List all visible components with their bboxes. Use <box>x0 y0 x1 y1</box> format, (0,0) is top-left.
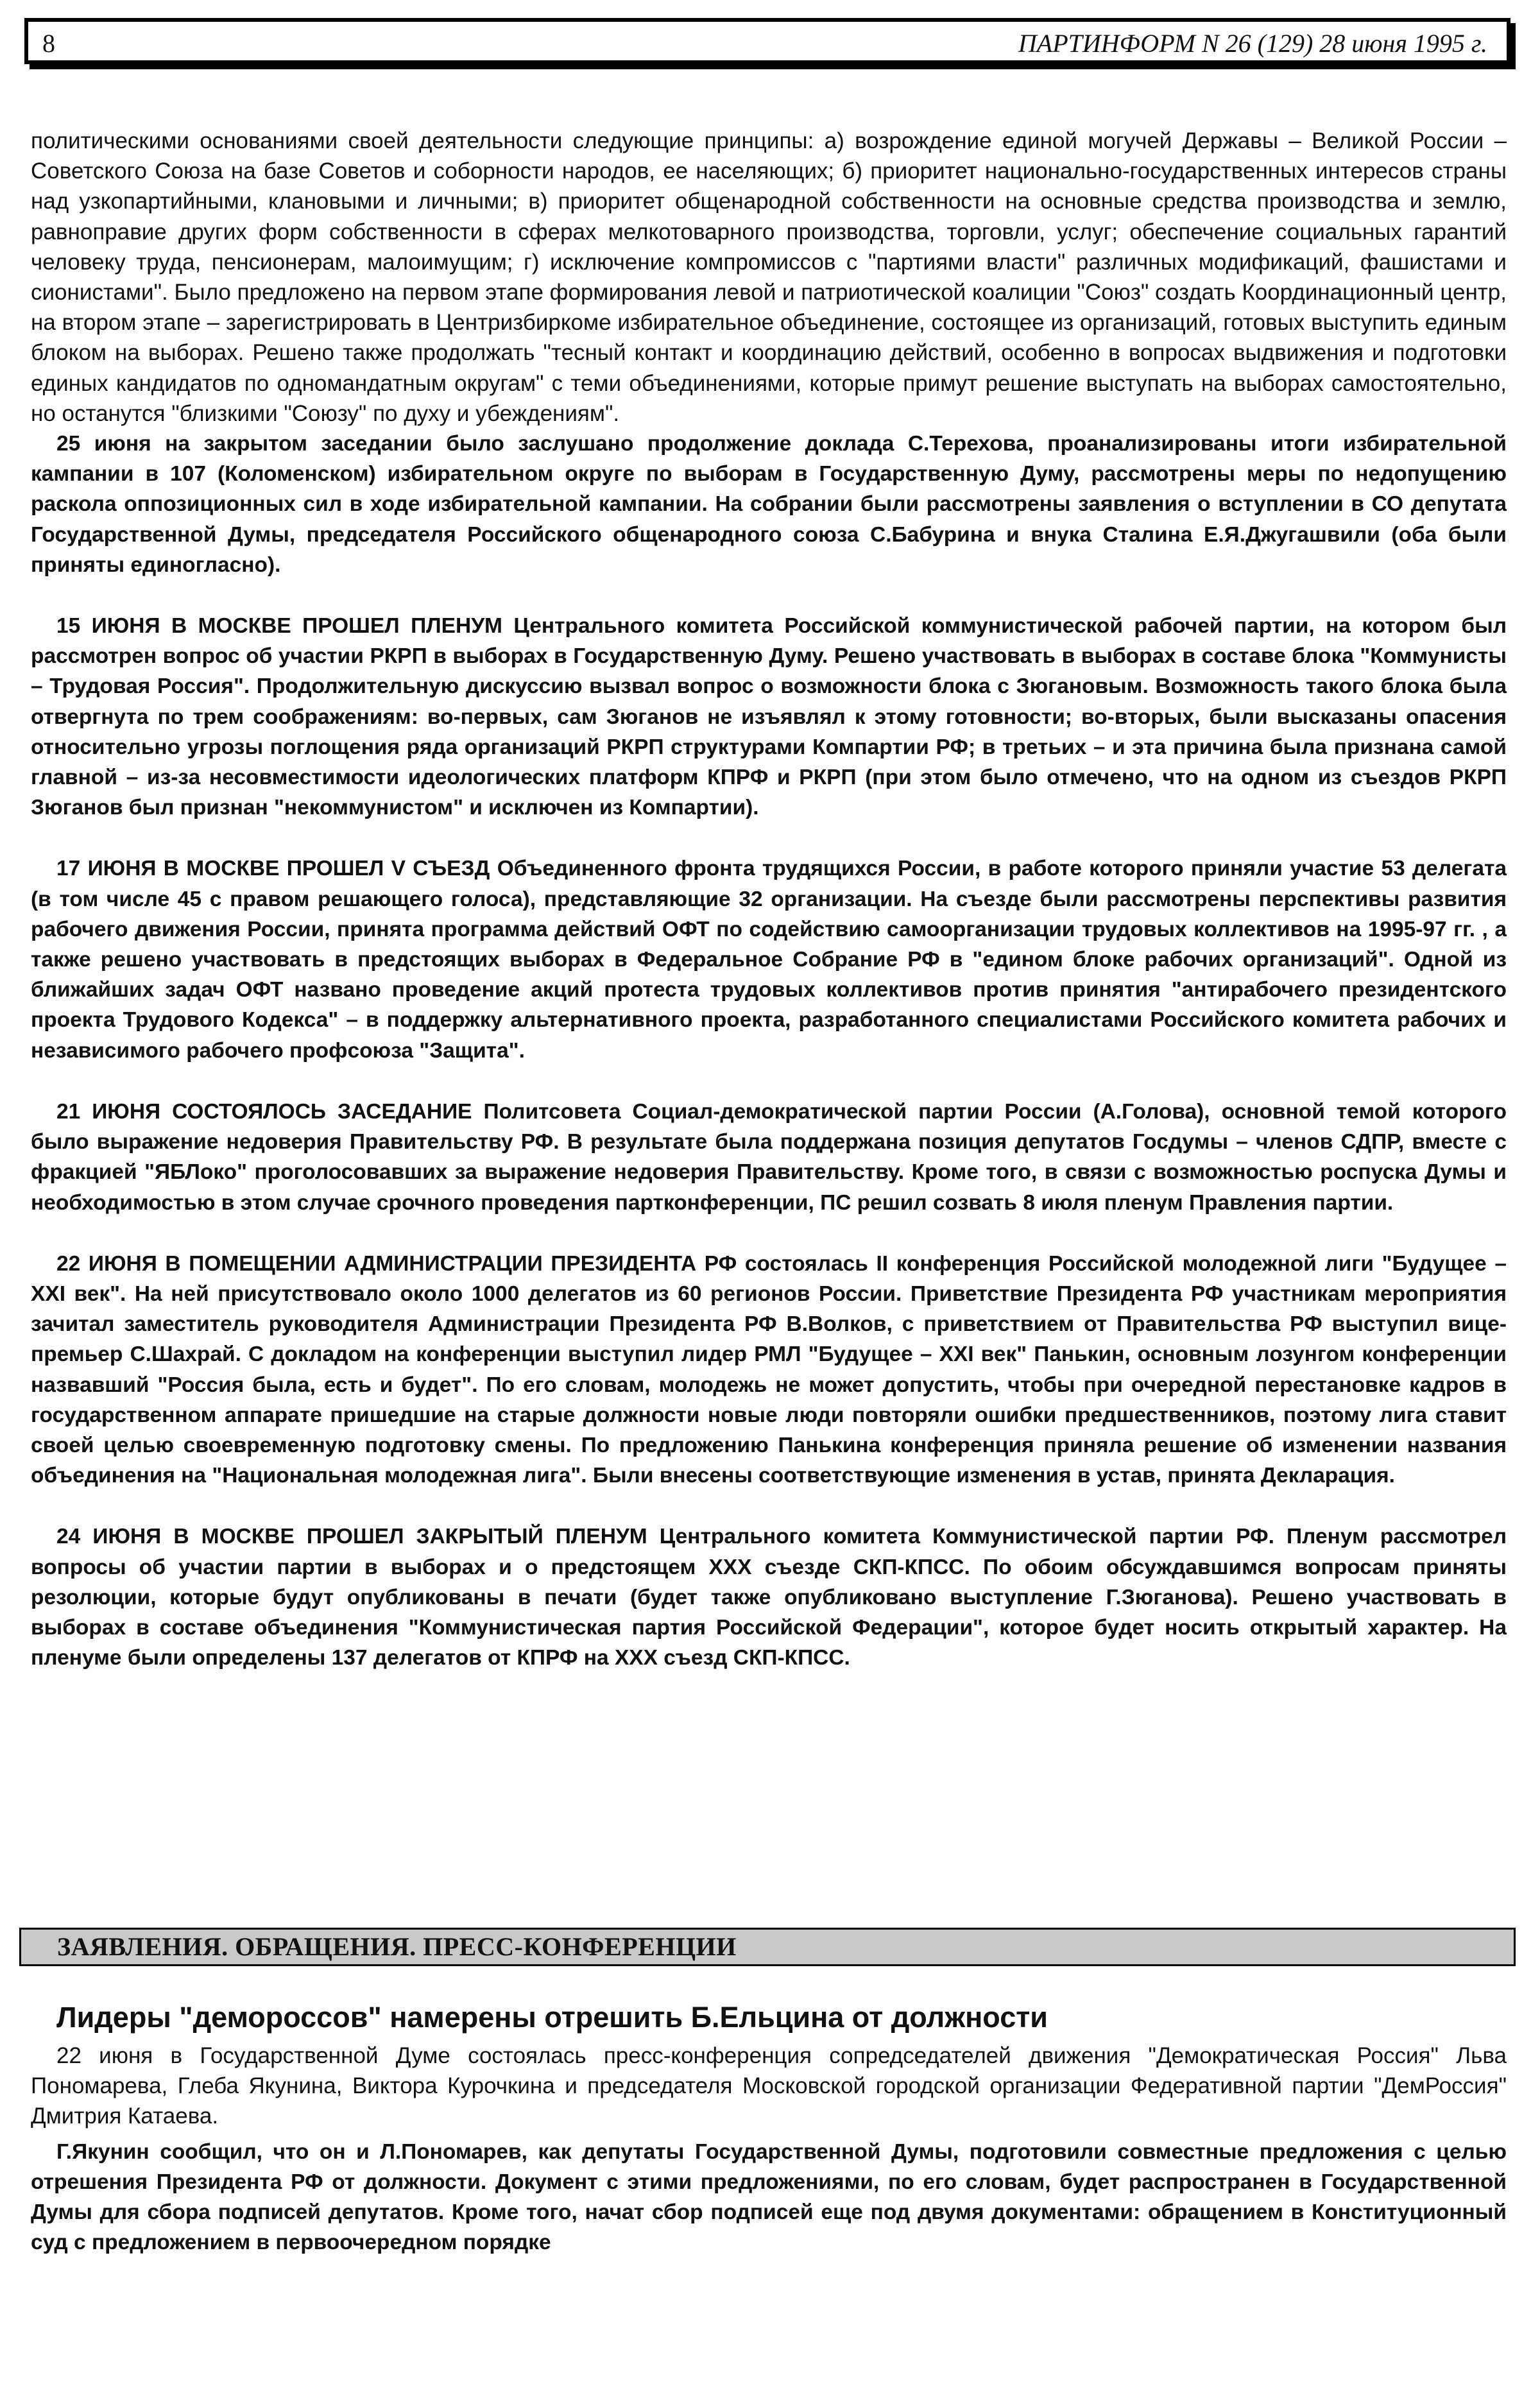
paragraph-june-25: 25 июня на закрытом заседании было заслушано продолжение доклада С.Терехова, проанализированы итоги избирательной кампании в 107 (Коломенском) избирательном округе по выборам в Государственную Думу, рассмотрены меры по недопущению раскола оппозиционных сил в ходе избирательной кампании. На собрании были рассмотрены заявления о вступлении в СО депутата Государственной Думы, председателя Российского общенародного союза С.Бабурина и внука Сталина Е.Я.Джугашвили (оба были приняты единогласно). <box>31 432 1507 577</box>
news-item-text: Политсовета Социал-демократической партии России (А.Голова), основной темой которого было выражение недоверия Правительству РФ. В результате была поддержана позиция депутатов Госдумы – членов СДПР, вместе с фракцией "ЯБЛоко" проголосовавших за выражение недоверия Правительству. Кроме того, в связи с возможностью роспуска Думы и необходимостью в этом случае срочного проведения партконференции, ПС решил созвать 8 июля пленум Правления партии. <box>31 1099 1507 1215</box>
news-item-lead: 17 ИЮНЯ В МОСКВЕ ПРОШЕЛ V СЪЕЗД <box>56 857 490 881</box>
news-item-june-17 <box>31 853 1507 1065</box>
spacer <box>31 1066 1507 1097</box>
news-item-june-24 <box>31 1521 1507 1673</box>
news-item-text: Центрального комитета Российской коммунистической рабочей партии, на котором был рассмотрен вопрос об участии РКРП в выборах в Государственную Думу. Решено участвовать в выборах в составе блока "Коммунисты – Трудовая Россия". Продолжительную дискуссию вызвал вопрос о возможности блока с Зюгановым. Возможность такого блока была отвергнута по трем соображениям: во-первых, сам Зюганов не изъявлял к этому готовности; во-вторых, были высказаны опасения относительно угрозы поглощения ряда организаций РКРП структурами Компартии РФ; в третьих – и эта причина была признана самой главной – из-за несовместимости идеологических платформ КПРФ и РКРП (при этом было отмечено, что на одном из съездов РКРП Зюганов был признан "некоммунистом" и исключен из Компартии). <box>31 614 1507 820</box>
news-item-text: состоялась II конференция Российской молодежной лиги "Будущее – XXI век". На ней присутствовало около 1000 делегатов из 60 регионов России. Приветствие Президента РФ участникам мероприятия зачитал заместитель руководителя Администрации Президента РФ В.Волков, с приветствием от Правительства РФ выступил вице-премьер С.Шахрай. С докладом на конференции выступил лидер РМЛ "Будущее – XXI век" Панькин, основным лозунгом конференции назвавший "Россия была, есть и будет". По его словам, молодежь не может допустить, чтобы при очередной перестановке кадров в государственном аппарате пришедшие на старые должности новые люди повторяли ошибки предшественников, поэтому лига ставит своей целью своевременную подготовку смены. По предложению Панькина конференция приняла решение об изменении названия объединения на "Национальная молодежная лига". Были внесены соответствующие изменения в устав, принята Декларация. <box>31 1251 1507 1488</box>
article-body: Г.Якунин сообщил, что он и Л.Пономарев, как депутаты Государственной Думы, подготовили совместные предложения с целью отрешения Президента РФ от должности. Документ с этими предложениями, по его словам, будет распространен в Государственной Думы для сбора подписей депутатов. Кроме того, начат сбор подписей еще под двумя документами: обращением в Конституционный суд с предложением в первоочередном порядке <box>31 2139 1507 2255</box>
news-item-text: Объединенного фронта трудящихся России, в работе которого приняли участие 53 делегата (в том числе 45 с правом решающего голоса), представляющие 32 организации. На съезде были рассмотрены перспективы развития рабочего движения России, принята программа действий ОФТ по содействию самоорганизации трудовых коллективов на 1995-97 гг. , а также решено участвовать в предстоящих выборах в Федеральное Собрание РФ в "едином блоке рабочих организаций". Одной из ближайших задач ОФТ названо проведение акций протеста трудовых коллективов против принятия "антирабочего президентского проекта Трудового Кодекса" – в поддержку альтернативного проекта, разработанного специалистами Российского комитета рабочих и независимого рабочего профсоюза "Защита". <box>31 857 1507 1063</box>
section-heading: ЗАЯВЛЕНИЯ. ОБРАЩЕНИЯ. ПРЕСС-КОНФЕРЕНЦИИ <box>19 1928 1516 1966</box>
news-item-text: Центрального комитета Коммунистической партии РФ. Пленум рассмотрел вопросы об участии партии в выборах и о предстоящем XXX съезде СКП-КПСС. По обоим обсуждавшимся вопросам приняты резолюции, которые будут опубликованы в печати (будет также опубликовано выступление Г.Зюганова). Решено участвовать в выборах в составе объединения "Коммунистическая партия Российской Федерации", которое будет носить открытый характер. На пленуме были определены 137 делегатов от КПРФ на XXX съезд СКП-КПСС. <box>31 1525 1507 1670</box>
news-item-lead: 15 ИЮНЯ В МОСКВЕ ПРОШЕЛ ПЛЕНУМ <box>56 614 502 638</box>
news-column <box>31 126 1507 1673</box>
article <box>31 1998 1507 2258</box>
news-item-lead: 21 ИЮНЯ СОСТОЯЛОСЬ ЗАСЕДАНИЕ <box>56 1099 472 1124</box>
news-item-june-15 <box>31 611 1507 823</box>
publication-title: ПАРТИНФОРМ N 26 (129) 28 июня 1995 г. <box>1018 29 1487 58</box>
news-item-lead: 22 ИЮНЯ В ПОМЕЩЕНИИ АДМИНИСТРАЦИИ ПРЕЗИДЕНТА РФ <box>56 1251 737 1276</box>
spacer <box>31 823 1507 853</box>
article-title: Лидеры "демороссов" намерены отрешить Б.Ельцина от должности <box>56 2001 1048 2034</box>
news-item-lead: 24 ИЮНЯ В МОСКВЕ ПРОШЕЛ ЗАКРЫТЫЙ ПЛЕНУМ <box>56 1525 647 1549</box>
page-header <box>24 18 1510 64</box>
paragraph-continued: политическими основаниями своей деятельности следующие принципы: а) возрождение единой могучей Державы – Великой России – Советского Союза на базе Советов и соборности народов, ее населяющих; б) приоритет национально-государственных интересов страны над узкопартийными, клановыми и личными; в) приоритет общенародной собственности на основные средства производства и землю, равноправие других форм собственности в сферах мелкотоварного производства, торговли, услуг; обеспечение социальных гарантий человеку труда, пенсионерам, малоимущим; г) исключение компромиссов с "партиями власти" различных модификаций, фашистами и сионистами". Было предложено на первом этапе формирования левой и патриотической коалиции "Союз" создать Координационный центр, на втором этапе – зарегистрировать в Центризбиркоме избирательное объединение, состоящее из организаций, готовых выступить единым блоком на выборах. Решено также продолжать "тесный контакт и координацию действий, особенно в вопросах выдвижения и подготовки единых кандидатов по одномандатным округам" с теми объединениями, которые примут решение выступать на выборах самостоятельно, но останутся "близкими "Союзу" по духу и убеждениям". <box>31 128 1507 426</box>
spacer <box>31 580 1507 611</box>
spacer <box>31 1218 1507 1249</box>
news-item-june-21 <box>31 1097 1507 1218</box>
spacer <box>31 1491 1507 1521</box>
news-item-june-22 <box>31 1249 1507 1491</box>
article-intro: 22 июня в Государственной Думе состоялась пресс-конференция сопредседателей движения "Демократическая Россия" Льва Пономарева, Глеба Якунина, Виктора Курочкина и председателя Московской городской организации Федеративной партии "ДемРоссия" Дмитрия Катаева. <box>31 2043 1507 2129</box>
page-number: 8 <box>42 29 55 58</box>
